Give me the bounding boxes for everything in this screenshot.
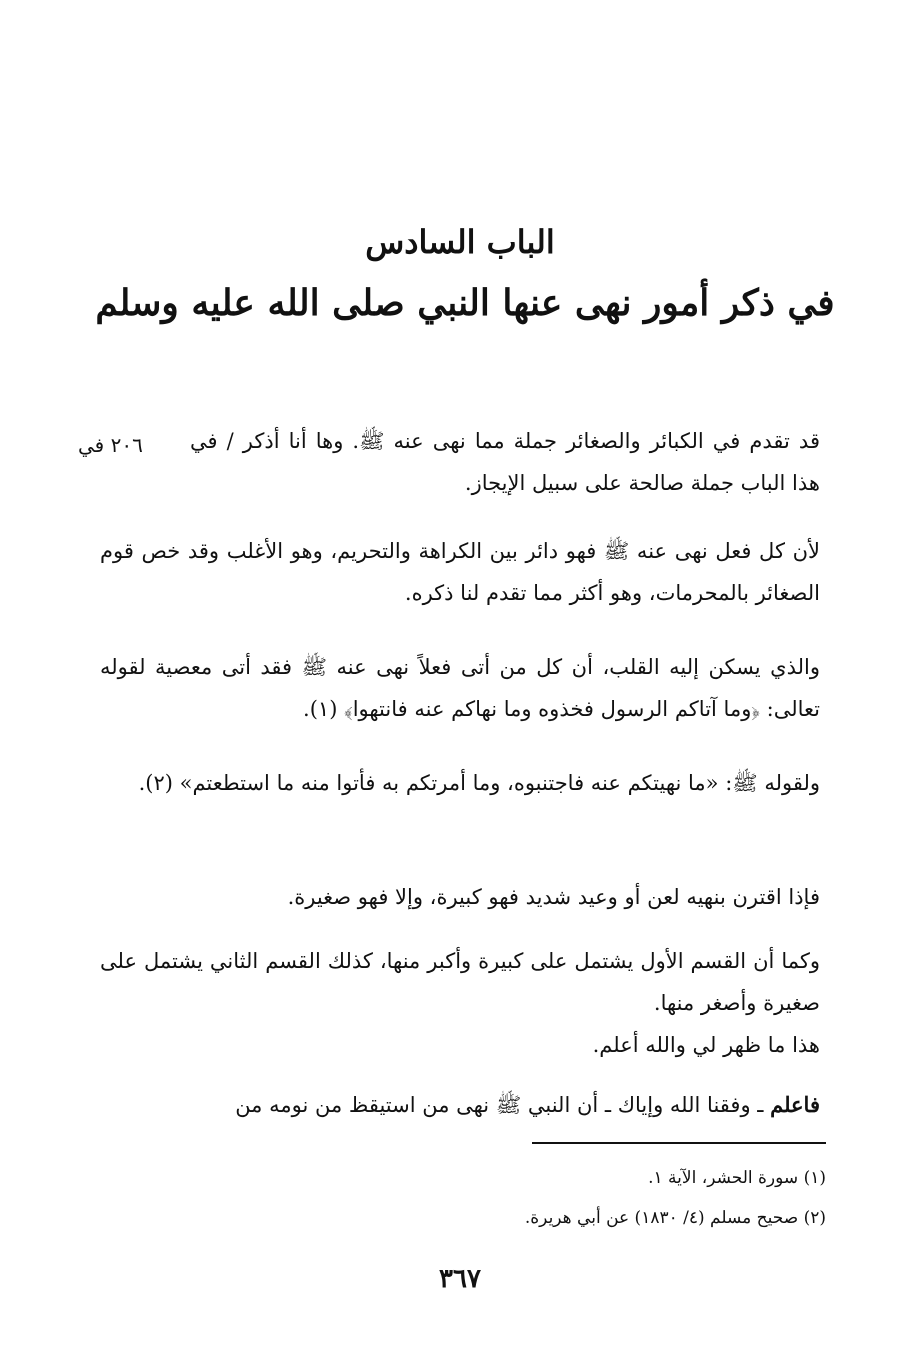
footnote-divider <box>532 1142 826 1144</box>
paragraph-8 <box>100 1084 820 1126</box>
paragraph-7: هذا ما ظهر لي والله أعلم. <box>592 1033 820 1057</box>
paragraph-8-lead-word: فاعلم <box>770 1092 820 1117</box>
footnote-1: (١) سورة الحشر، الآية ١. <box>648 1168 826 1188</box>
paragraph-3: والذي يسكن إليه القلب، أن كل من أتى فعلاً نهى عنه ﷺ فقد أتى معصية لقوله تعالى: ﴿وما آتاكم الرسول فخذوه وما نهاكم عنه فانتهوا﴾ (١). <box>100 655 820 721</box>
paragraph-6: وكما أن القسم الأول يشتمل على كبيرة وأكبر منها، كذلك القسم الثاني يشتمل على صغيرة وأصغر منها. <box>100 949 820 1015</box>
chapter-subtitle: في ذكر أمور نهى عنها النبي صلى الله عليه وسلم <box>95 282 835 324</box>
paragraph-1: قد تقدم في الكبائر والصغائر جملة مما نهى عنه ﷺ. وها أنا أذكر / في هذا الباب جملة صالحة على سبيل الإيجاز. <box>190 429 820 495</box>
margin-page-reference: ٢٠٦ في <box>78 433 143 457</box>
paragraph-5: فإذا اقترن بنهيه لعن أو وعيد شديد فهو كبيرة، وإلا فهو صغيرة. <box>287 885 820 909</box>
footnote-2: (٢) صحيح مسلم (٤/ ١٨٣٠) عن أبي هريرة. <box>524 1208 826 1228</box>
paragraph-8-text: ـ وفقنا الله وإياك ـ أن النبي ﷺ نهى من استيقظ من نومه من <box>235 1093 771 1117</box>
paragraph-4: ولقوله ﷺ: «ما نهيتكم عنه فاجتنبوه، وما أمرتكم به فأتوا منه ما استطعتم» (٢). <box>138 771 820 795</box>
chapter-title: الباب السادس <box>365 223 555 261</box>
paragraph-2: لأن كل فعل نهى عنه ﷺ فهو دائر بين الكراهة والتحريم، وهو الأغلب وقد خص قوم الصغائر بالمحرمات، وهو أكثر مما تقدم لنا ذكره. <box>100 539 820 605</box>
page-number: ٣٦٧ <box>439 1264 481 1294</box>
